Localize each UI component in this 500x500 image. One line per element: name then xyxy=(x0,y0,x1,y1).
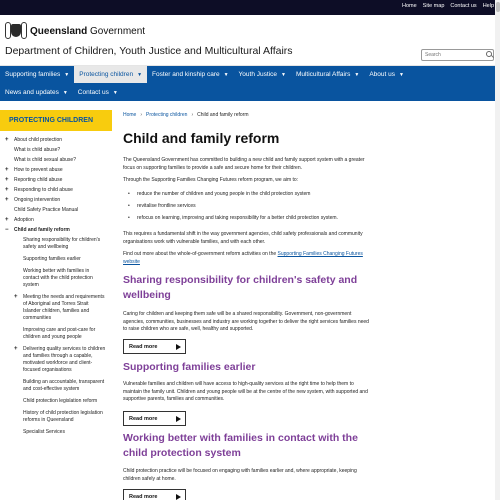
sidebar-item[interactable] xyxy=(0,268,112,289)
page-title: Child and family reform xyxy=(123,130,280,146)
top-link-help[interactable]: Help xyxy=(482,3,494,9)
sidebar-item[interactable] xyxy=(0,147,112,154)
sidebar-item-label: Improving care and post-care for children and young people xyxy=(23,327,96,340)
nav-youth-justice[interactable]: Youth Justice ▼ xyxy=(238,71,286,78)
sidebar-item-label: History of child protection legislation reforms in Queensland xyxy=(23,410,103,423)
find-out-paragraph: Find out more about the whole-of-government reform activities on the Supporting Families Changing Futures website xyxy=(123,251,363,265)
sidebar-item-label: Child Safety Practice Manual xyxy=(14,207,79,213)
nav-news-updates[interactable]: News and updates ▼ xyxy=(5,89,68,96)
expand-icon[interactable]: + xyxy=(5,217,9,223)
nav-about-us[interactable]: About us ▼ xyxy=(369,71,404,78)
sidebar-item[interactable] xyxy=(0,207,112,214)
scrollbar-thumb[interactable] xyxy=(496,2,500,12)
sidebar-item-label: Supporting families earlier xyxy=(23,256,81,262)
sidebar-item[interactable] xyxy=(0,429,112,436)
sidebar-item[interactable] xyxy=(0,197,112,204)
sidebar-title: PROTECTING CHILDREN xyxy=(0,110,112,131)
section-title-supporting: Supporting families earlier xyxy=(123,361,256,373)
read-more-button[interactable]: Read more xyxy=(123,489,186,500)
read-more-button[interactable]: Read more xyxy=(123,411,186,426)
sidebar-item[interactable] xyxy=(0,256,112,263)
sidebar-item-label: What is child abuse? xyxy=(14,147,61,153)
sfcf-website-link[interactable]: Supporting Families Changing Futures website xyxy=(123,251,363,265)
sidebar-item[interactable] xyxy=(0,217,112,224)
search-input[interactable] xyxy=(421,49,494,61)
section-text-supporting: Vulnerable families and children will have access to high-quality services at the right time to help them to maintain the family unit. Children and young people will be at the centre of the new system, with supported and supportive parents, families and communities. xyxy=(123,381,368,402)
arrow-right-icon xyxy=(176,416,181,422)
sidebar-item[interactable] xyxy=(0,294,112,322)
sidebar-item[interactable] xyxy=(0,379,112,393)
shift-paragraph: This requires a fundamental shift in the way government agencies, child safety professionals and community organisations work with vulnerable families, and with each other. xyxy=(123,231,363,245)
top-link-site-map[interactable]: Site map xyxy=(422,3,445,9)
breadcrumb-protecting-children[interactable]: Protecting children xyxy=(146,112,188,118)
list-item: • refocus on learning, improving and taking responsibility for a better child protection system. xyxy=(123,215,338,227)
search-icon[interactable] xyxy=(486,51,492,57)
sidebar-item[interactable] xyxy=(0,167,112,174)
program-lead: Through the Supporting Families Changing Futures reform program, we aim to: xyxy=(123,177,299,183)
sidebar-item-label: Child protection legislation reform xyxy=(23,398,98,404)
sidebar-item[interactable] xyxy=(0,177,112,184)
expand-icon[interactable]: + xyxy=(5,177,9,183)
sidebar-item[interactable] xyxy=(0,327,112,341)
sidebar-item-label: Meeting the needs and requirements of Aboriginal and Torres Strait Islander children, families and communities xyxy=(23,294,105,321)
nav-multicultural-affairs[interactable]: Multicultural Affairs ▼ xyxy=(295,71,360,78)
arrow-right-icon xyxy=(176,494,181,500)
sidebar-item[interactable] xyxy=(0,237,112,251)
expand-icon[interactable]: + xyxy=(14,346,18,352)
sidebar-item-label: Sharing responsibility for children's safety and wellbeing xyxy=(23,237,101,250)
sidebar-item-label: Ongoing intervention xyxy=(14,197,61,203)
sidebar-item-label: Working better with families in contact with the child protection system xyxy=(23,268,93,288)
sidebar-item[interactable] xyxy=(0,227,112,234)
section-sidebar xyxy=(0,110,112,436)
list-item: • revitalise frontline services xyxy=(123,203,338,215)
collapse-icon[interactable]: − xyxy=(5,227,9,233)
sidebar-item-label: Adoption xyxy=(14,217,34,223)
utility-bar xyxy=(0,0,500,15)
breadcrumb: Home › Protecting children › Child and family reform xyxy=(123,112,249,118)
main-area xyxy=(0,101,500,500)
nav-supporting-families[interactable]: Supporting families ▼ xyxy=(5,71,70,78)
sidebar-item[interactable] xyxy=(0,346,112,374)
aims-list xyxy=(123,191,338,227)
expand-icon[interactable]: + xyxy=(5,197,9,203)
list-item: • reduce the number of children and young people in the child protection system xyxy=(123,191,338,203)
sidebar-item[interactable] xyxy=(0,398,112,405)
top-link-home[interactable]: Home xyxy=(402,3,417,9)
sidebar-item-label: Building an accountable, transparent and cost-effective system xyxy=(23,379,105,392)
expand-icon[interactable]: + xyxy=(5,137,9,143)
breadcrumb-home[interactable]: Home xyxy=(123,112,137,118)
sidebar-item-label: About child protection xyxy=(14,137,63,143)
section-text-working-better: Child protection practice will be focused on engaging with families earlier and, where appropriate, keeping children safely at home. xyxy=(123,468,357,482)
read-more-button[interactable]: Read more xyxy=(123,339,186,354)
sidebar-item-label: How to prevent abuse xyxy=(14,167,63,173)
sidebar-list xyxy=(0,137,112,436)
expand-icon[interactable]: + xyxy=(5,167,9,173)
sidebar-item-label: Specialist Services xyxy=(23,429,65,435)
expand-icon[interactable]: + xyxy=(14,294,18,300)
sidebar-item-label: Responding to child abuse xyxy=(14,187,73,193)
main-navigation xyxy=(0,66,500,101)
qld-gov-logo[interactable] xyxy=(5,21,145,41)
intro-paragraph: The Queensland Government has committed to building a new child and family support system with a greater focus on supporting families to provide a safe and secure home for their children. xyxy=(123,157,365,171)
sidebar-item[interactable] xyxy=(0,187,112,194)
page-scrollbar[interactable] xyxy=(495,0,500,500)
sidebar-item-label: Delivering quality services to children and families through a capable, motivated workforce and client-focused organisations xyxy=(23,346,106,373)
department-name: Department of Children, Youth Justice and Multicultural Affairs xyxy=(5,45,293,57)
coat-of-arms-icon xyxy=(5,21,27,41)
sidebar-item[interactable] xyxy=(0,137,112,144)
section-title-working-better: Working better with families in contact with the child protection system xyxy=(123,432,358,459)
expand-icon[interactable]: + xyxy=(5,187,9,193)
utility-links xyxy=(402,3,494,9)
sidebar-item-label: What is child sexual abuse? xyxy=(14,157,76,163)
top-link-contact-us[interactable]: Contact us xyxy=(450,3,477,9)
nav-contact-us[interactable]: Contact us ▼ xyxy=(77,89,118,96)
brand-name: Queensland Government xyxy=(30,25,146,37)
sidebar-item[interactable] xyxy=(0,157,112,164)
nav-foster-kinship-care[interactable]: Foster and kinship care ▼ xyxy=(152,71,229,78)
section-text-sharing: Caring for children and keeping them safe will be a shared responsibility. Government, non-government agencies, communities, businesses and industry are working together to deliver the right services families need to raise children who are safe, well, healthy and supported. xyxy=(123,311,369,332)
breadcrumb-current: Child and family reform xyxy=(197,112,249,118)
section-title-sharing: Sharing responsibility for children's safety and wellbeing xyxy=(123,274,358,301)
nav-protecting-children[interactable]: Protecting children ▼ xyxy=(74,66,147,83)
sidebar-item[interactable] xyxy=(0,410,112,424)
sidebar-item-label: Child and family reform xyxy=(14,227,70,233)
site-header xyxy=(0,15,500,66)
arrow-right-icon xyxy=(176,344,181,350)
sidebar-item-label: Reporting child abuse xyxy=(14,177,63,183)
